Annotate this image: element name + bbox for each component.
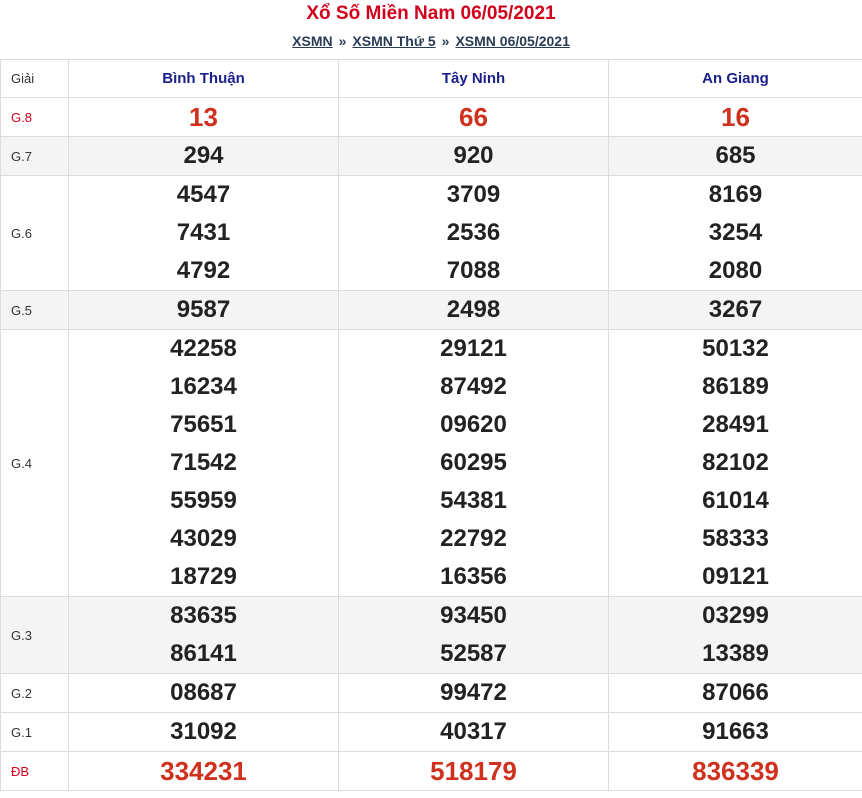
prize-cell (609, 713, 862, 752)
prize-number: 71542 (170, 449, 237, 476)
prize-number: 22792 (440, 525, 507, 552)
prize-number: 87492 (440, 373, 507, 400)
prize-label: G.5 (1, 291, 69, 330)
breadcrumb-separator: » (441, 33, 450, 49)
breadcrumb-link-xsmn[interactable]: XSMN (292, 33, 333, 49)
prize-cell (69, 137, 339, 176)
prize-number: 334231 (160, 756, 247, 786)
prize-number: 09121 (702, 563, 769, 590)
prize-label: G.4 (1, 330, 69, 597)
prize-number: 09620 (440, 411, 507, 438)
prize-row (1, 674, 862, 713)
prize-number: 83635 (170, 602, 237, 629)
prize-number: 294 (183, 142, 224, 169)
prize-number: 42258 (170, 335, 237, 362)
prize-cell (339, 137, 609, 176)
prize-number: 29121 (440, 335, 507, 362)
prize-row (1, 291, 862, 330)
prize-cell (339, 291, 609, 330)
prize-number: 4547 (176, 181, 231, 208)
prize-cell (339, 674, 609, 713)
prize-number: 03299 (702, 602, 769, 629)
prize-cell (69, 176, 339, 291)
prize-number: 86141 (170, 640, 237, 667)
prize-row (1, 176, 862, 291)
prize-label: ĐB (1, 752, 69, 791)
prize-cell (69, 713, 339, 752)
prize-number: 518179 (430, 756, 517, 786)
prize-number: 4792 (176, 257, 231, 284)
results-body (1, 98, 862, 791)
prize-number: 54381 (440, 487, 507, 514)
prize-cell (609, 752, 862, 791)
prize-number: 28491 (702, 411, 769, 438)
results-table (0, 59, 862, 791)
prize-cell (339, 752, 609, 791)
column-header-province-2: Tây Ninh (339, 60, 609, 98)
prize-number: 52587 (440, 640, 507, 667)
prize-number: 18729 (170, 563, 237, 590)
prize-number: 920 (453, 142, 494, 169)
prize-number: 7088 (446, 257, 501, 284)
prize-number: 55959 (170, 487, 237, 514)
prize-number: 2536 (446, 219, 501, 246)
prize-number: 08687 (170, 679, 237, 706)
prize-label: G.6 (1, 176, 69, 291)
prize-number: 3709 (446, 181, 501, 208)
column-header-prize: Giải (1, 60, 69, 98)
prize-number: 82102 (702, 449, 769, 476)
prize-number: 16234 (170, 373, 237, 400)
prize-number: 60295 (440, 449, 507, 476)
prize-number: 3267 (708, 296, 763, 323)
prize-cell (339, 98, 609, 137)
prize-row (1, 98, 862, 137)
prize-number: 93450 (440, 602, 507, 629)
prize-number: 685 (715, 142, 756, 169)
prize-number: 50132 (702, 335, 769, 362)
prize-cell (609, 176, 862, 291)
page-title: Xổ Số Miền Nam 06/05/2021 (306, 3, 556, 24)
prize-number: 13 (189, 102, 218, 132)
prize-row (1, 713, 862, 752)
prize-cell (609, 597, 862, 674)
prize-number: 16 (721, 102, 750, 132)
prize-number: 43029 (170, 525, 237, 552)
prize-number: 13389 (702, 640, 769, 667)
prize-cell (339, 597, 609, 674)
prize-cell (609, 98, 862, 137)
prize-number: 2080 (708, 257, 763, 284)
prize-label: G.1 (1, 713, 69, 752)
prize-row (1, 597, 862, 674)
prize-row (1, 752, 862, 791)
prize-number: 2498 (446, 296, 501, 323)
prize-number: 87066 (702, 679, 769, 706)
breadcrumb-link-xsmn-thu5[interactable]: XSMN Thứ 5 (352, 33, 436, 49)
prize-cell (69, 98, 339, 137)
prize-number: 8169 (708, 181, 763, 208)
breadcrumb-separator: » (338, 33, 347, 49)
prize-label: G.3 (1, 597, 69, 674)
prize-cell (339, 330, 609, 597)
prize-number: 9587 (176, 296, 231, 323)
prize-label: G.8 (1, 98, 69, 137)
prize-number: 66 (459, 102, 488, 132)
prize-cell (69, 330, 339, 597)
prize-number: 16356 (440, 563, 507, 590)
prize-number: 836339 (692, 756, 779, 786)
prize-number: 3254 (708, 219, 763, 246)
prize-number: 75651 (170, 411, 237, 438)
column-header-province-3: An Giang (609, 60, 862, 98)
prize-number: 99472 (440, 679, 507, 706)
prize-label: G.7 (1, 137, 69, 176)
prize-cell (69, 674, 339, 713)
column-header-province-1: Bình Thuận (69, 60, 339, 98)
prize-cell (339, 713, 609, 752)
prize-cell (609, 291, 862, 330)
prize-cell (339, 176, 609, 291)
prize-number: 40317 (440, 718, 507, 745)
prize-cell (69, 752, 339, 791)
breadcrumb (0, 28, 862, 59)
prize-cell (69, 291, 339, 330)
prize-number: 31092 (170, 718, 237, 745)
prize-row (1, 137, 862, 176)
prize-cell (609, 330, 862, 597)
prize-cell (69, 597, 339, 674)
prize-cell (609, 137, 862, 176)
prize-cell (609, 674, 862, 713)
prize-label: G.2 (1, 674, 69, 713)
prize-number: 7431 (176, 219, 231, 246)
prize-number: 58333 (702, 525, 769, 552)
prize-number: 61014 (702, 487, 769, 514)
prize-row (1, 330, 862, 597)
breadcrumb-link-xsmn-date[interactable]: XSMN 06/05/2021 (455, 33, 570, 49)
prize-number: 91663 (702, 718, 769, 745)
prize-number: 86189 (702, 373, 769, 400)
